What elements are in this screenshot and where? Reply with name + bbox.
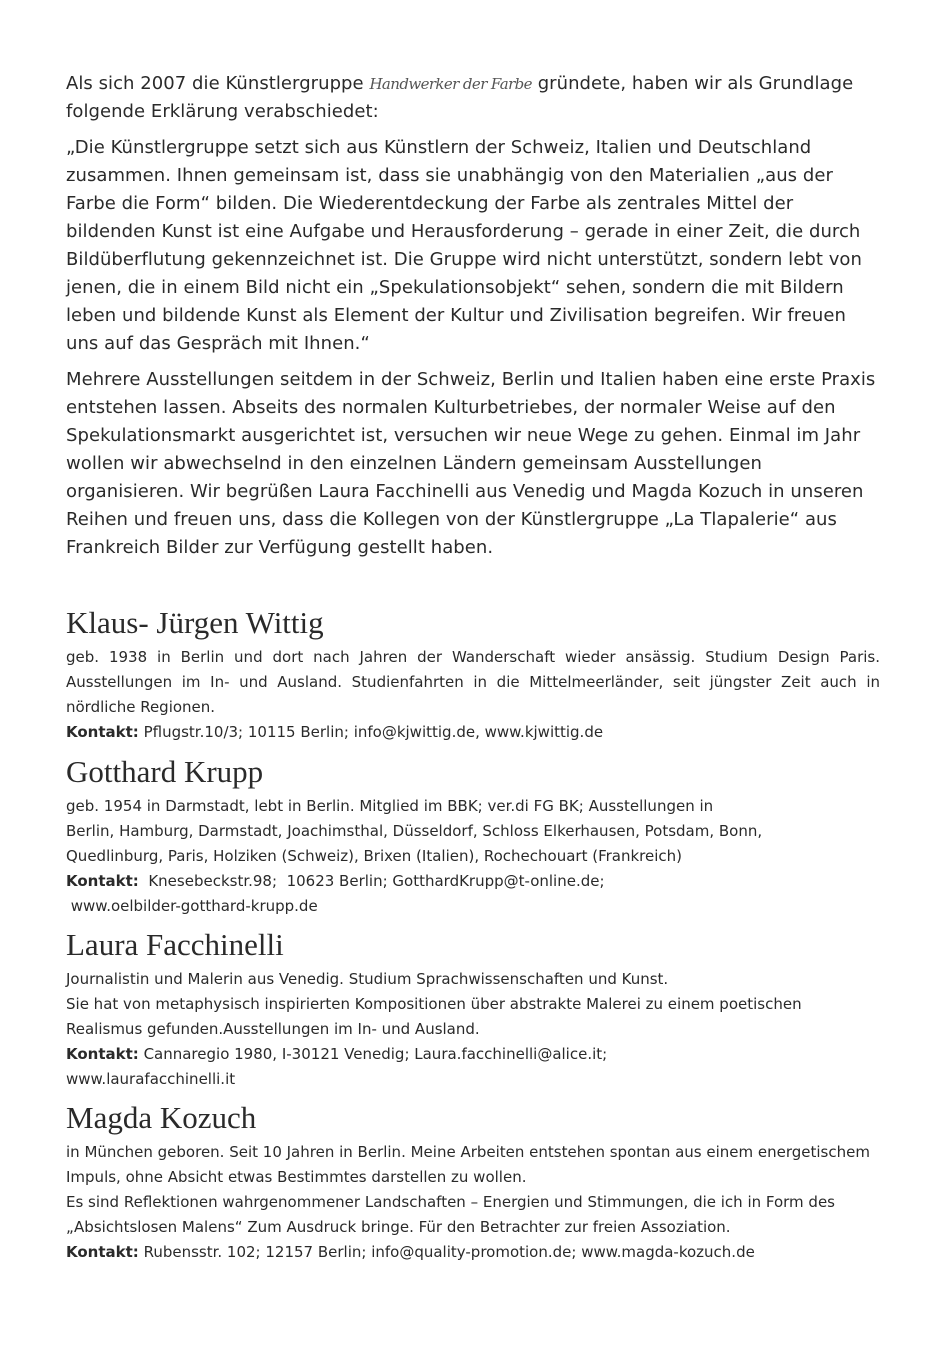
artist-name: Laura Facchinelli <box>66 927 284 962</box>
contact-details: Pflugstr.10/3; 10115 Berlin; info@kjwittig.de, www.kjwittig.de <box>143 723 604 741</box>
contact-label: Kontakt <box>66 723 133 741</box>
artist-bio-line: geb. 1954 in Darmstadt, lebt in Berlin. Mitglied im BBK; ver.di FG BK; Ausstellungen in <box>66 797 714 815</box>
artist-name: Magda Kozuch <box>66 1100 257 1135</box>
artist-bio-line: Quedlinburg, Paris, Holziken (Schweiz), Brixen (Italien), Rochechouart (Frankreich) <box>66 847 683 865</box>
artist-bio-line: in München geboren. Seit 10 Jahren in Berlin. Meine Arbeiten entstehen spontan aus einem energetischem Impuls, ohne Absicht etwas Bestimmtes darstellen zu wollen. <box>66 1143 870 1186</box>
artist-section-wittig <box>66 605 880 745</box>
intro-paragraph-3: Mehrere Ausstellungen seitdem in der Schweiz, Berlin und Italien haben eine erste Praxis entstehen lassen. Abseits des normalen Kulturbetriebes, der normaler Weise auf den Spekulationsmarkt ausgerichtet ist, versuchen wir neue Wege zu gehen. Einmal im Jahr wollen wir abwechselnd in den einzelnen Ländern gemeinsam Ausstellungen organisieren. Wir begrüßen Laura Facchinelli aus Venedig und Magda Kozuch in unseren Reihen und freuen uns, dass die Kollegen von der Künstlergruppe „La Tlapalerie“ aus Frankreich Bilder zur Verfügung gestellt haben. <box>66 369 876 558</box>
artist-bio-line: Berlin, Hamburg, Darmstadt, Joachimsthal, Düsseldorf, Schloss Elkerhausen, Potsdam, Bonn, <box>66 822 763 840</box>
artist-bio-line: Es sind Reflektionen wahrgenommener Landschaften – Energien und Stimmungen, die ich in Form des „Absichtslosen Malens“ Zum Ausdruck bringe. Für den Betrachter zur freien Assoziation. <box>66 1193 835 1236</box>
document-page <box>66 70 880 1261</box>
artist-contact: Kontakt: Knesebeckstr.98; 10623 Berlin; GotthardKrupp@t-online.de; <box>66 872 605 890</box>
contact-label: Kontakt <box>66 1045 133 1063</box>
artist-bio: geb. 1938 in Berlin und dort nach Jahren der Wanderschaft wieder ansässig. Studium Design Paris. Ausstellungen im In- und Ausland. Studienfahrten in die Mittelmeerländer, seit jüngster Zeit auch in nördliche Regionen. <box>66 648 880 716</box>
artist-contact: Kontakt: Pflugstr.10/3; 10115 Berlin; info@kjwittig.de, www.kjwittig.de <box>66 723 604 741</box>
group-name: Handwerker der Farbe <box>369 75 532 93</box>
contact-label: Kontakt <box>66 1243 133 1261</box>
artist-website: www.oelbilder-gotthard-krupp.de <box>66 897 318 915</box>
artist-name: Klaus- Jürgen Wittig <box>66 605 324 640</box>
artist-section-krupp <box>66 754 880 919</box>
artist-bio-line: Sie hat von metaphysisch inspirierten Kompositionen über abstrakte Malerei zu einem poetischen Realismus gefunden.Ausstellungen im In- und Ausland. <box>66 995 802 1038</box>
intro-text: gründete, haben wir als Grundlage folgende Erklärung verabschiedet: <box>66 73 854 122</box>
artist-contact: Kontakt: Rubensstr. 102; 12157 Berlin; info@quality-promotion.de; www.magda-kozuch.de <box>66 1243 755 1261</box>
intro-paragraph-2: „Die Künstlergruppe setzt sich aus Künstlern der Schweiz, Italien und Deutschland zusammen. Ihnen gemeinsam ist, dass sie unabhängig von den Materialien „aus der Farbe die Form“ bilden. Die Wiederentdeckung der Farbe als zentrales Mittel der bildenden Kunst ist eine Aufgabe und Herausforderung – gerade in einer Zeit, die durch Bildüberflutung gekennzeichnet ist. Die Gruppe wird nicht unterstützt, sondern lebt von jenen, die in einem Bild nicht ein „Spekulationsobjekt“ sehen, sondern die mit Bildern leben und bildende Kunst als Element der Kultur und Zivilisation begreifen. Wir freuen uns auf das Gespräch mit Ihnen.“ <box>66 137 862 354</box>
artist-section-facchinelli <box>66 927 880 1092</box>
artist-contact: Kontakt: Cannaregio 1980, I-30121 Venedig; Laura.facchinelli@alice.it; <box>66 1045 608 1063</box>
contact-details: Knesebeckstr.98; 10623 Berlin; GotthardKrupp@t-online.de; <box>138 872 605 890</box>
artist-section-kozuch <box>66 1100 880 1265</box>
contact-details: Rubensstr. 102; 12157 Berlin; info@quality-promotion.de; www.magda-kozuch.de <box>138 1243 755 1261</box>
contact-details: Cannaregio 1980, I-30121 Venedig; Laura.facchinelli@alice.it; <box>138 1045 608 1063</box>
artist-bio-line: Journalistin und Malerin aus Venedig. Studium Sprachwissenschaften und Kunst. <box>66 970 669 988</box>
intro-text: Als sich 2007 die Künstlergruppe <box>66 73 370 94</box>
artist-name: Gotthard Krupp <box>66 754 264 789</box>
contact-label: Kontakt <box>66 872 133 890</box>
intro-section <box>66 70 880 562</box>
intro-paragraph-1 <box>66 70 880 126</box>
artist-website: www.laurafacchinelli.it <box>66 1070 236 1088</box>
